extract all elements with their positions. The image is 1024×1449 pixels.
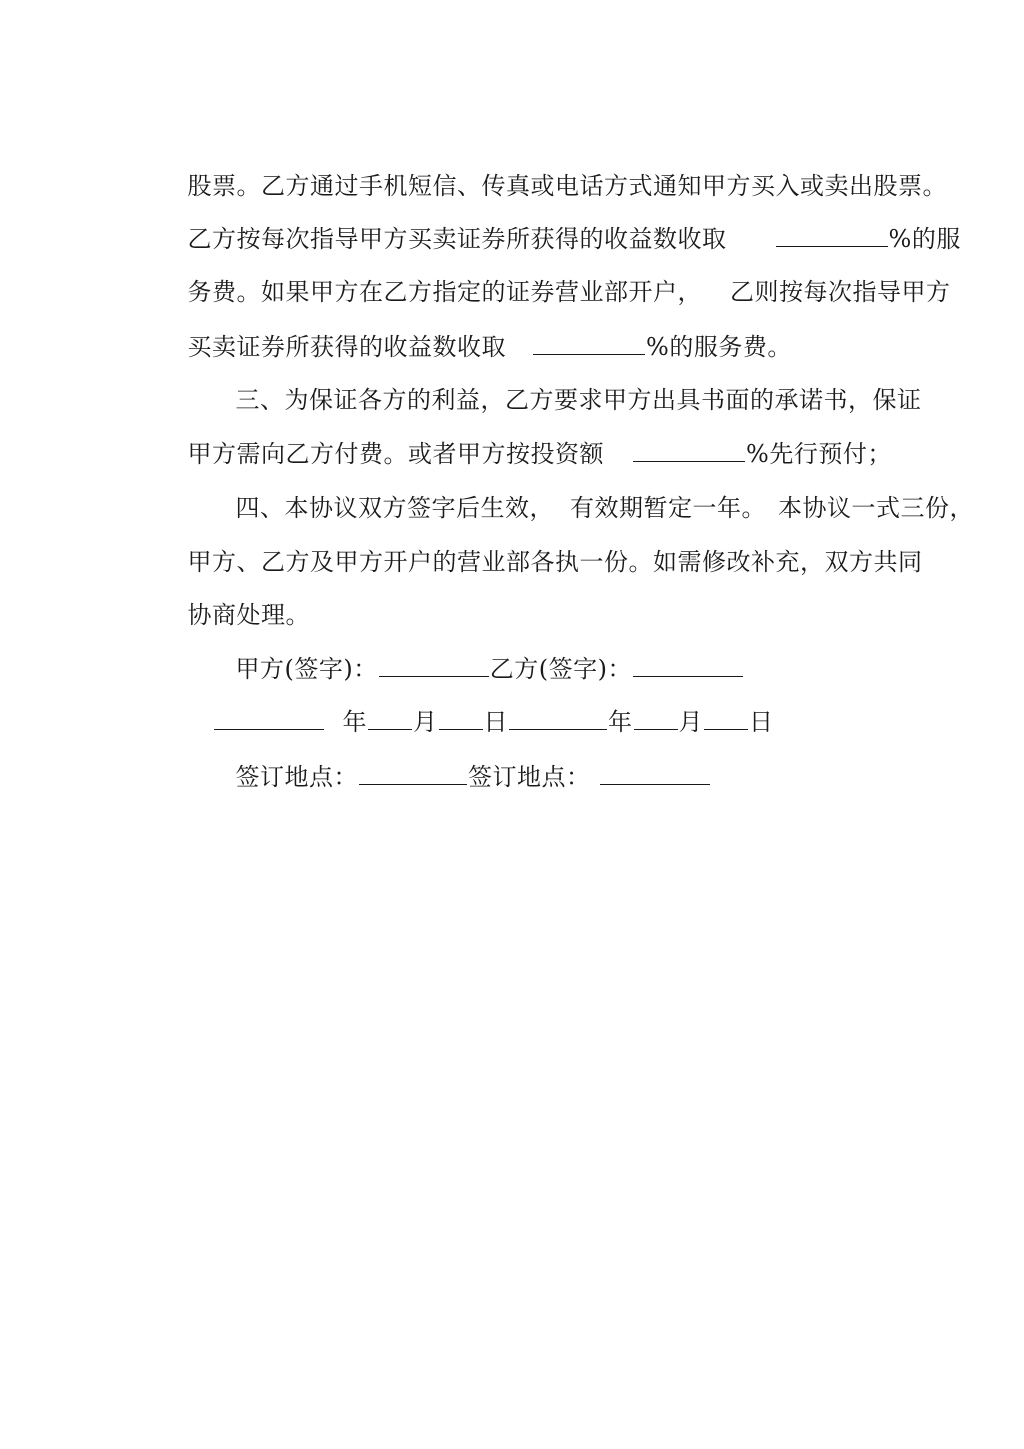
party-b-day-field[interactable] xyxy=(704,707,748,730)
month-label: 月 xyxy=(413,708,438,736)
text-segment: 四、本协议双方签字后生效， xyxy=(235,494,555,522)
text-segment: 买卖证券所获得的收益数收取 xyxy=(187,333,507,361)
text-segment: %的服务费。 xyxy=(646,333,792,361)
year-label: 年 xyxy=(342,708,368,736)
text-segment: 甲方、乙方及甲方开户的营业部各执一份。如需修改补充，双方共同 xyxy=(187,548,923,576)
party-a-place-label: 签订地点： xyxy=(235,763,359,791)
text-segment: 务费。如果甲方在乙方指定的证券营业部开户， xyxy=(187,278,703,306)
month-label: 月 xyxy=(678,708,704,736)
text-segment: 甲方需向乙方付费。或者甲方按投资额 xyxy=(187,440,605,468)
party-a-signature-label: 甲方(签字)： xyxy=(235,655,378,683)
text-segment: 股票。乙方通过手机短信、传真或电话方式通知甲方买入或卖出股票。 xyxy=(187,172,948,200)
day-label: 日 xyxy=(749,708,774,736)
party-b-place-field[interactable] xyxy=(600,762,710,785)
fill-in-blank[interactable] xyxy=(633,439,745,462)
place-line xyxy=(203,729,711,825)
text-segment: 乙方按每次指导甲方买卖证券所获得的收益数收取 xyxy=(187,225,727,253)
year-label: 年 xyxy=(608,708,633,736)
party-a-year-field[interactable] xyxy=(214,707,324,730)
text-segment: 有效期暂定一年。 xyxy=(570,494,767,522)
text-segment: 本协议一式三份， xyxy=(778,494,975,522)
day-label: 日 xyxy=(483,708,509,736)
party-a-month-field[interactable] xyxy=(368,707,412,730)
text-segment: 三、为保证各方的利益，乙方要求甲方出具书面的承诺书，保证 xyxy=(235,386,922,414)
text-segment: %的服 xyxy=(888,225,961,253)
party-b-place-label: 签订地点： xyxy=(468,763,591,791)
text-segment: %先行预付； xyxy=(746,440,892,468)
party-b-month-field[interactable] xyxy=(634,707,678,730)
text-segment: 协商处理。 xyxy=(187,601,311,629)
party-b-year-field[interactable] xyxy=(509,707,607,730)
party-a-day-field[interactable] xyxy=(439,707,483,730)
text-segment: 乙则按每次指导甲方 xyxy=(730,278,951,306)
party-b-signature-label: 乙方(签字)： xyxy=(489,655,632,683)
party-a-place-field[interactable] xyxy=(359,762,467,785)
